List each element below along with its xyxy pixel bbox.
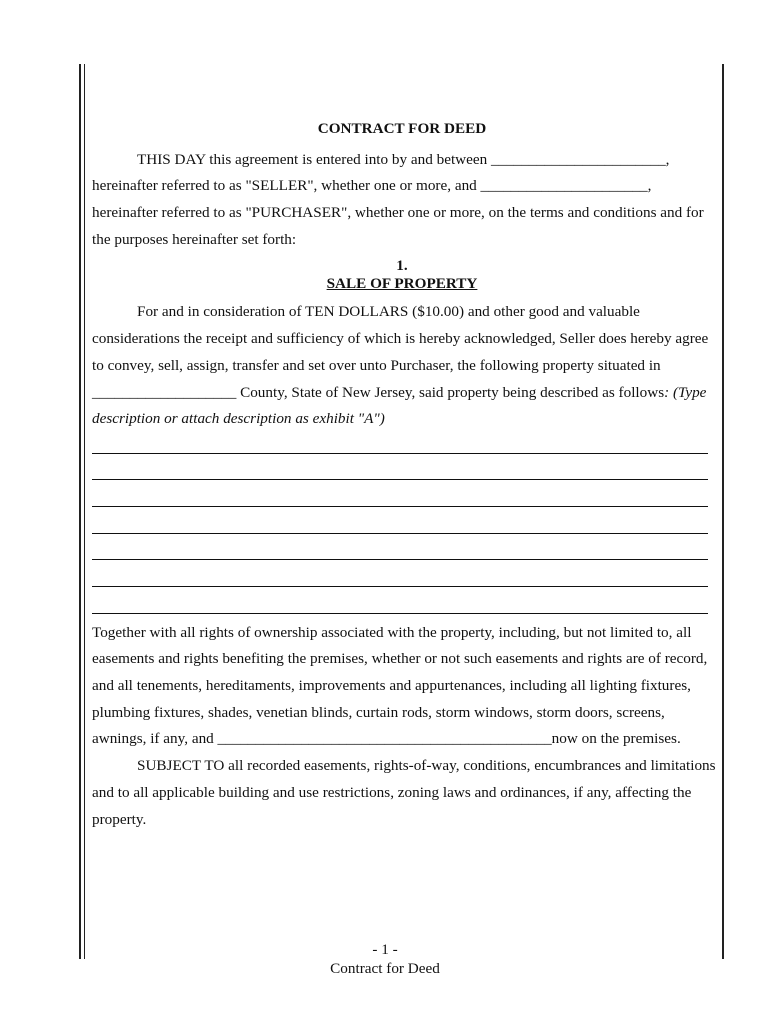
paragraph-line (92, 380, 712, 407)
description-blank-line[interactable] (92, 513, 712, 540)
document-title: CONTRACT FOR DEED (317, 120, 487, 137)
section-number: 1. (396, 257, 408, 275)
paragraph-line: property. (92, 810, 147, 828)
section-heading: SALE OF PROPERTY (326, 275, 478, 293)
paragraph-line: considerations the receipt and sufficiency of which is hereby acknowledged, Seller does hereby agree (92, 330, 709, 348)
description-blank-line[interactable] (92, 593, 712, 620)
county-text: ___________________ County, State of New Jersey, said property being described as follows (92, 383, 665, 401)
description-blank-line[interactable] (92, 433, 712, 460)
paragraph-line: plumbing fixtures, shades, venetian blinds, curtain rods, storm windows, storm doors, screens, (92, 703, 665, 721)
intro-line: the purposes hereinafter set forth: (92, 230, 297, 248)
right-margin-rule (722, 64, 724, 959)
description-blank-line[interactable] (92, 540, 712, 567)
paragraph-line: easements and rights benefiting the premises, whether or not such easements and rights are of record, (92, 650, 708, 668)
description-blank-line[interactable] (92, 566, 712, 593)
consideration-paragraph (92, 299, 712, 432)
left-margin-rule-inner (84, 64, 85, 959)
paragraph-line: For and in consideration of TEN DOLLARS ($10.00) and other good and valuable (137, 303, 640, 321)
description-blank-line[interactable] (92, 460, 712, 487)
paragraph-line: to convey, sell, assign, transfer and set over unto Purchaser, the following property situated in (92, 356, 661, 374)
intro-paragraph (92, 147, 712, 254)
rights-paragraph (92, 620, 712, 753)
paragraph-line: Together with all rights of ownership associated with the property, including, but not limited to, all (92, 623, 692, 641)
instruction-text: description or attach description as exhibit "A") (92, 410, 385, 428)
intro-line: THIS DAY this agreement is entered into by and between _______________________, (137, 150, 670, 168)
footer-title: Contract for Deed (330, 960, 440, 977)
paragraph-line: and to all applicable building and use restrictions, zoning laws and ordinances, if any, affecting the (92, 783, 692, 801)
instruction-text: : (Type (664, 383, 707, 401)
property-description-blanks[interactable] (92, 433, 712, 620)
intro-line: hereinafter referred to as "PURCHASER", whether one or more, on the terms and conditions and for (92, 204, 704, 222)
page-number: - 1 - (372, 941, 398, 958)
description-blank-line[interactable] (92, 486, 712, 513)
document-body (92, 116, 716, 833)
paragraph-line: awnings, if any, and ____________________________________________now on the premises. (92, 730, 681, 748)
paragraph-line: SUBJECT TO all recorded easements, rights-of-way, conditions, encumbrances and limitations (137, 757, 716, 775)
left-margin-rule (79, 64, 81, 959)
intro-line: hereinafter referred to as "SELLER", whether one or more, and ______________________, (92, 177, 652, 195)
paragraph-line: and all tenements, hereditaments, improvements and appurtenances, including all lighting fixtures, (92, 677, 691, 695)
subject-to-paragraph (92, 753, 716, 833)
